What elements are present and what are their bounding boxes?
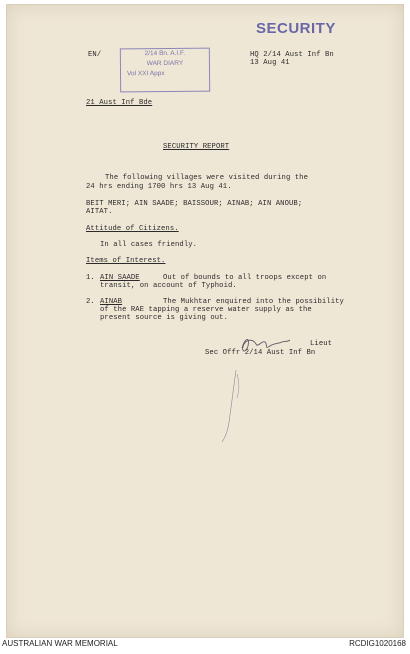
report-title: SECURITY REPORT xyxy=(163,143,230,151)
hq-line: HQ 2/14 Aust Inf Bn xyxy=(250,51,334,59)
footer-record-id: RCDIG1020168 xyxy=(349,639,406,648)
attitude-heading: Attitude of Citizens. xyxy=(86,225,179,233)
intro-line-2: 24 hrs ending 1700 hrs 13 Aug 41. xyxy=(86,183,232,191)
item-1-line-2: transit, on account of Typhoid. xyxy=(100,282,237,290)
handwritten-signature xyxy=(210,330,300,450)
date-line: 13 Aug 41 xyxy=(250,59,290,67)
addressee: 21 Aust Inf Bde xyxy=(86,99,153,107)
items-heading: Items of Interest. xyxy=(86,257,166,265)
item-1-place: AIN SAADE xyxy=(100,274,140,282)
item-1-number: 1. xyxy=(86,274,95,282)
villages-line-2: AITAT. xyxy=(86,208,113,216)
villages-line-1: BEIT MERI; AIN SAADE; BAISSOUR; AINAB; AIN ANOUB; xyxy=(86,200,303,208)
war-diary-stamp-title: WAR DIARY xyxy=(146,59,184,68)
item-1-line-1: Out of bounds to all troops except on xyxy=(163,274,327,282)
reference-code: EN/ xyxy=(88,51,102,59)
war-diary-stamp xyxy=(120,48,210,93)
attitude-text: In all cases friendly. xyxy=(100,241,198,249)
intro-line-1: The following villages were visited during the xyxy=(105,174,309,182)
item-2-line-1: The Mukhtar enquired into the possibility xyxy=(163,298,344,306)
signature-title: Sec Offr 2/14 Aust Inf Bn xyxy=(205,349,316,357)
security-stamp: SECURITY xyxy=(256,20,336,37)
item-2-line-2: of the RAE tapping a reserve water supply as the xyxy=(100,306,312,314)
item-2-line-3: present source is giving out. xyxy=(100,314,228,322)
item-2-number: 2. xyxy=(86,298,95,306)
war-diary-stamp-appx: Vol XXI Appx xyxy=(127,70,165,78)
war-diary-stamp-unit: 2/14 Bn. A.I.F. xyxy=(144,49,186,58)
item-2-place: AINAB xyxy=(100,298,123,306)
signature-rank: Lieut xyxy=(310,340,333,348)
footer-archive-name: AUSTRALIAN WAR MEMORIAL xyxy=(2,639,118,648)
